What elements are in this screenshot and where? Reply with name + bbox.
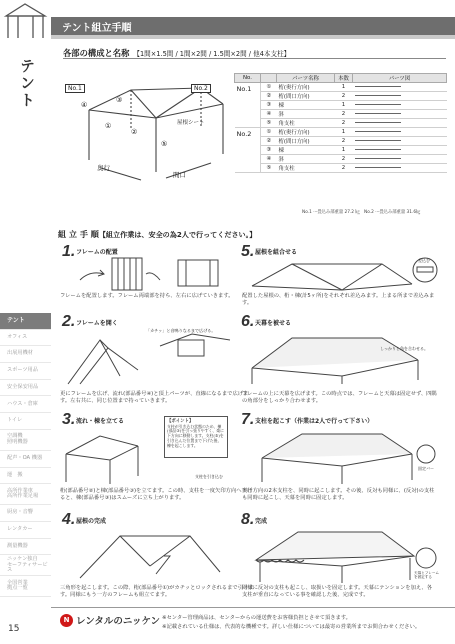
step-6-label: 天幕を被せる	[255, 320, 292, 327]
parts-cell-no: ③	[261, 101, 277, 110]
sidebar-item[interactable]: 安全保安用品	[0, 380, 51, 397]
parts-cell-qty: 2	[335, 119, 353, 128]
sidebar-item[interactable]: ニッケン独自 セーフティサービス	[0, 555, 51, 576]
sidebar-item[interactable]: 測量機器	[0, 539, 51, 556]
step-5-description: 配置した屋根の、桁・棟(計5ヶ所)をそれぞれ差込みます。上まる所まで差込みます。	[242, 293, 435, 307]
step-3-description: 桁(部品番号②)と棟(部品番号③)を立てます。この時、支柱を一度矢印方向へ下げると、棟(部品番号③)はスムーズに立ち上がります。	[60, 488, 253, 502]
part-figure-icon	[353, 92, 447, 101]
assembly-title	[58, 229, 256, 240]
roof-sheet-label: 屋根シート	[177, 120, 205, 126]
part-figure-icon	[353, 119, 447, 128]
parts-cell-qty: 1	[335, 128, 353, 137]
parts-col-figure: パーツ図	[353, 74, 447, 83]
parts-col-no: No.	[235, 74, 261, 83]
parts-row	[235, 101, 447, 110]
step-3-point-box	[164, 416, 228, 458]
parts-cell-qty: 2	[335, 110, 353, 119]
parts-cell-no: ⑤	[261, 164, 277, 173]
step-3-note: 支柱を引き込む	[195, 474, 223, 479]
step-8-label: 完成	[255, 518, 268, 525]
assembly-title-text: 組 立 手 順	[58, 229, 99, 239]
tent-logo-icon	[0, 0, 51, 48]
sidebar-item[interactable]: 配声・OA 機器	[0, 451, 51, 468]
part-figure-icon	[353, 137, 447, 146]
company-name: レンタルのニッケン	[76, 616, 161, 627]
step-5-number: 5.	[241, 243, 255, 260]
step-3-number: 3.	[62, 411, 76, 428]
step-1-number: 1.	[62, 243, 76, 260]
step-3-point-text: 支柱が引き込む状態のため、棟(部品③)を引っ張りやすく、楽に下方向に移動します。支柱(⑤)を引き込んだ位置まで下げた後、棟を起こします。	[167, 423, 225, 448]
parts-cell-qty: 2	[335, 137, 353, 146]
sidebar-item[interactable]: 高所作業車 高所作業足場	[0, 484, 51, 505]
step-8-number: 8.	[241, 511, 255, 528]
parts-row	[235, 146, 447, 155]
footer-logo	[60, 613, 160, 627]
parts-cell-no: ⑤	[261, 119, 277, 128]
sidebar-item[interactable]: 全国営業 拠点一覧	[0, 576, 51, 597]
footer-divider	[51, 607, 455, 608]
parts-group-name: No.2	[235, 128, 261, 173]
step-7-label: 支柱を起こす（作業は2人で行って下さい）	[255, 418, 374, 425]
parts-cell-name: 角支柱	[277, 119, 335, 128]
part-figure-icon	[353, 110, 447, 119]
parts-cell-no: ④	[261, 155, 277, 164]
step-7-diagram	[242, 424, 442, 486]
sidebar-item[interactable]: オフィス	[0, 330, 51, 347]
parts-row	[235, 83, 447, 92]
parts-cell-no: ②	[261, 92, 277, 101]
parts-cell-qty: 2	[335, 155, 353, 164]
parts-cell-name: 斜	[277, 155, 335, 164]
parts-cell-name: 桁(奥行方向)	[277, 83, 335, 92]
parts-row	[235, 137, 447, 146]
parts-col-qty: 本数	[335, 74, 353, 83]
parts-cell-no: ①	[261, 83, 277, 92]
parts-row	[235, 128, 447, 137]
part-callout-4: ④	[81, 101, 88, 109]
step-7-description: 奥行方向の2本支柱を、同時に起こします。その後、反対も同様に、(反対)の支柱も同時に起こし、天幕を同時に固定します。	[242, 488, 435, 502]
parts-cell-name: 棟	[277, 101, 335, 110]
parts-table	[234, 73, 447, 173]
step-6-description: フレームの上に天幕を広げます。この時点では、フレームと天幕は固定せず、四隅の角部分をしっかり合わせます。	[242, 391, 437, 405]
part-callout-5: ⑤	[161, 140, 168, 148]
parts-cell-no: ②	[261, 137, 277, 146]
step-8-note: 天幕とフレームを固定する	[414, 571, 440, 579]
part-figure-icon	[353, 146, 447, 155]
parts-cell-name: 桁(間口方向)	[277, 137, 335, 146]
part-figure-icon	[353, 128, 447, 137]
step-4-label: 屋根の完成	[76, 518, 107, 525]
step-2-description: 更にフレームを広げ、流れ(部品番号④)と頂上パーツが、直線になるまで広げます。左右共に、同じ位置まで持っていきます。	[60, 391, 249, 405]
step-5-note: 差込む	[418, 258, 430, 263]
parts-cell-no: ①	[261, 128, 277, 137]
step-1-label: フレームの配置	[76, 249, 118, 256]
step-4-description: 三角形を起こします。この際、桁(部品番号①)がカチッとロックされるまで引けます。同様にもう一方のフレームも組立てます。	[60, 585, 254, 599]
step-6-number: 6.	[241, 313, 255, 330]
parts-cell-qty: 2	[335, 164, 353, 173]
step-2-label: フレームを開く	[76, 320, 118, 327]
footer-note-2: ※記載されている仕様は、代表的な機種です。詳しい仕様については最寄の営業所までお問合わせください。	[162, 624, 421, 630]
page-title: テント組立手順	[62, 23, 132, 34]
parts-group-name: No.1	[235, 83, 261, 128]
sidebar-item[interactable]: スポーツ用品	[0, 363, 51, 380]
step-2-diagram	[60, 326, 240, 388]
parts-cell-no: ③	[261, 146, 277, 155]
sidebar-item[interactable]: 出展用機材	[0, 346, 51, 363]
part-figure-icon	[353, 164, 447, 173]
parts-cell-name: 斜	[277, 110, 335, 119]
page-number: 15	[8, 624, 20, 634]
parts-col-name: パーツ名称	[277, 74, 335, 83]
step-1-description: フレームを配置します。フレーム両端部を持ち、左右に広げていきます。	[60, 293, 234, 299]
sidebar	[0, 0, 51, 644]
parts-cell-qty: 1	[335, 101, 353, 110]
parts-row	[235, 110, 447, 119]
parts-row	[235, 119, 447, 128]
frontage-label: 間口	[173, 171, 186, 179]
parts-cell-qty: 1	[335, 83, 353, 92]
step-5-label: 屋根を組合せる	[255, 249, 298, 256]
step-7-note: 固定バー	[418, 466, 434, 471]
assembly-subtitle: 【組立作業は、安全の為2人で行ってください。】	[98, 230, 257, 239]
part-figure-icon	[353, 155, 447, 164]
parts-weight-note: No.1 ···畳込み部重量 27.2 ㎏ No.2 ···畳込み部重量 31.6㎏	[302, 210, 421, 215]
part-callout-1: ①	[105, 122, 112, 130]
step-3-diagram	[60, 424, 164, 486]
frame-no1-label: No.1	[65, 84, 85, 93]
step-8-description: 同様に反対の支柱も起こし、取扱いを固定します。天幕にテンションを加え、各支柱が垂直になっている事を確認した後、完成です。	[242, 585, 433, 599]
tent-frame-diagram	[61, 68, 231, 183]
step-5-diagram	[242, 256, 442, 292]
parts-row	[235, 92, 447, 101]
parts-cell-name: 角支柱	[277, 164, 335, 173]
parts-cell-no: ④	[261, 110, 277, 119]
parts-cell-name: 桁(間口方向)	[277, 92, 335, 101]
part-callout-3: ③	[116, 96, 123, 104]
step-6-diagram	[242, 326, 442, 386]
step-4-number: 4.	[62, 511, 76, 528]
parts-cell-name: 桁(奥行方向)	[277, 128, 335, 137]
company-logo-icon: N	[60, 614, 73, 627]
sidebar-item[interactable]: レンタカー	[0, 522, 51, 539]
parts-cell-qty: 2	[335, 92, 353, 101]
sidebar-item[interactable]: 空調機 照明機器	[0, 430, 51, 451]
step-6-note: しっかりと角を合わせる。	[380, 346, 428, 351]
sidebar-item[interactable]: テント	[0, 313, 51, 330]
parts-cell-name: 棟	[277, 146, 335, 155]
parts-row	[235, 155, 447, 164]
sidebar-item[interactable]: ハウス・倉庫	[0, 396, 51, 413]
overview-title-text: 各部の構成と名称	[63, 48, 130, 58]
step-1-diagram	[60, 256, 240, 292]
step-4-diagram	[60, 526, 240, 584]
sidebar-item[interactable]: トイレ	[0, 413, 51, 430]
header-stripe	[51, 35, 455, 39]
overview-subtitle: 【1間×1.5間 / 1間×2間 / 1.5間×2間 / 他4本支柱】	[133, 50, 291, 58]
part-figure-icon	[353, 101, 447, 110]
parts-cell-qty: 1	[335, 146, 353, 155]
step-3-label: 流れ・棟を立てる	[76, 418, 125, 425]
step-2-note: 「カチッ」と音鳴りなるまで広げる。	[146, 328, 216, 333]
section-divider	[63, 58, 446, 59]
sidebar-vertical-title: テント	[18, 58, 36, 109]
step-2-number: 2.	[62, 313, 76, 330]
sidebar-nav	[0, 313, 51, 597]
frame-no2-label: No.2	[191, 84, 211, 93]
footer-note-1: ※センター管理商品は、センターからの運送費をお客様負担とさせて頂きます。	[162, 615, 351, 621]
step-7-number: 7.	[241, 411, 255, 428]
sidebar-item[interactable]: 運 搬	[0, 468, 51, 485]
sidebar-item[interactable]: 厨房・音響	[0, 505, 51, 522]
parts-row	[235, 164, 447, 173]
part-callout-2: ②	[131, 128, 138, 136]
step-8-diagram	[242, 526, 442, 584]
depth-label: 奥行	[97, 164, 110, 172]
step-3-point-title: 【ポイント】	[167, 419, 194, 424]
part-figure-icon	[353, 83, 447, 92]
